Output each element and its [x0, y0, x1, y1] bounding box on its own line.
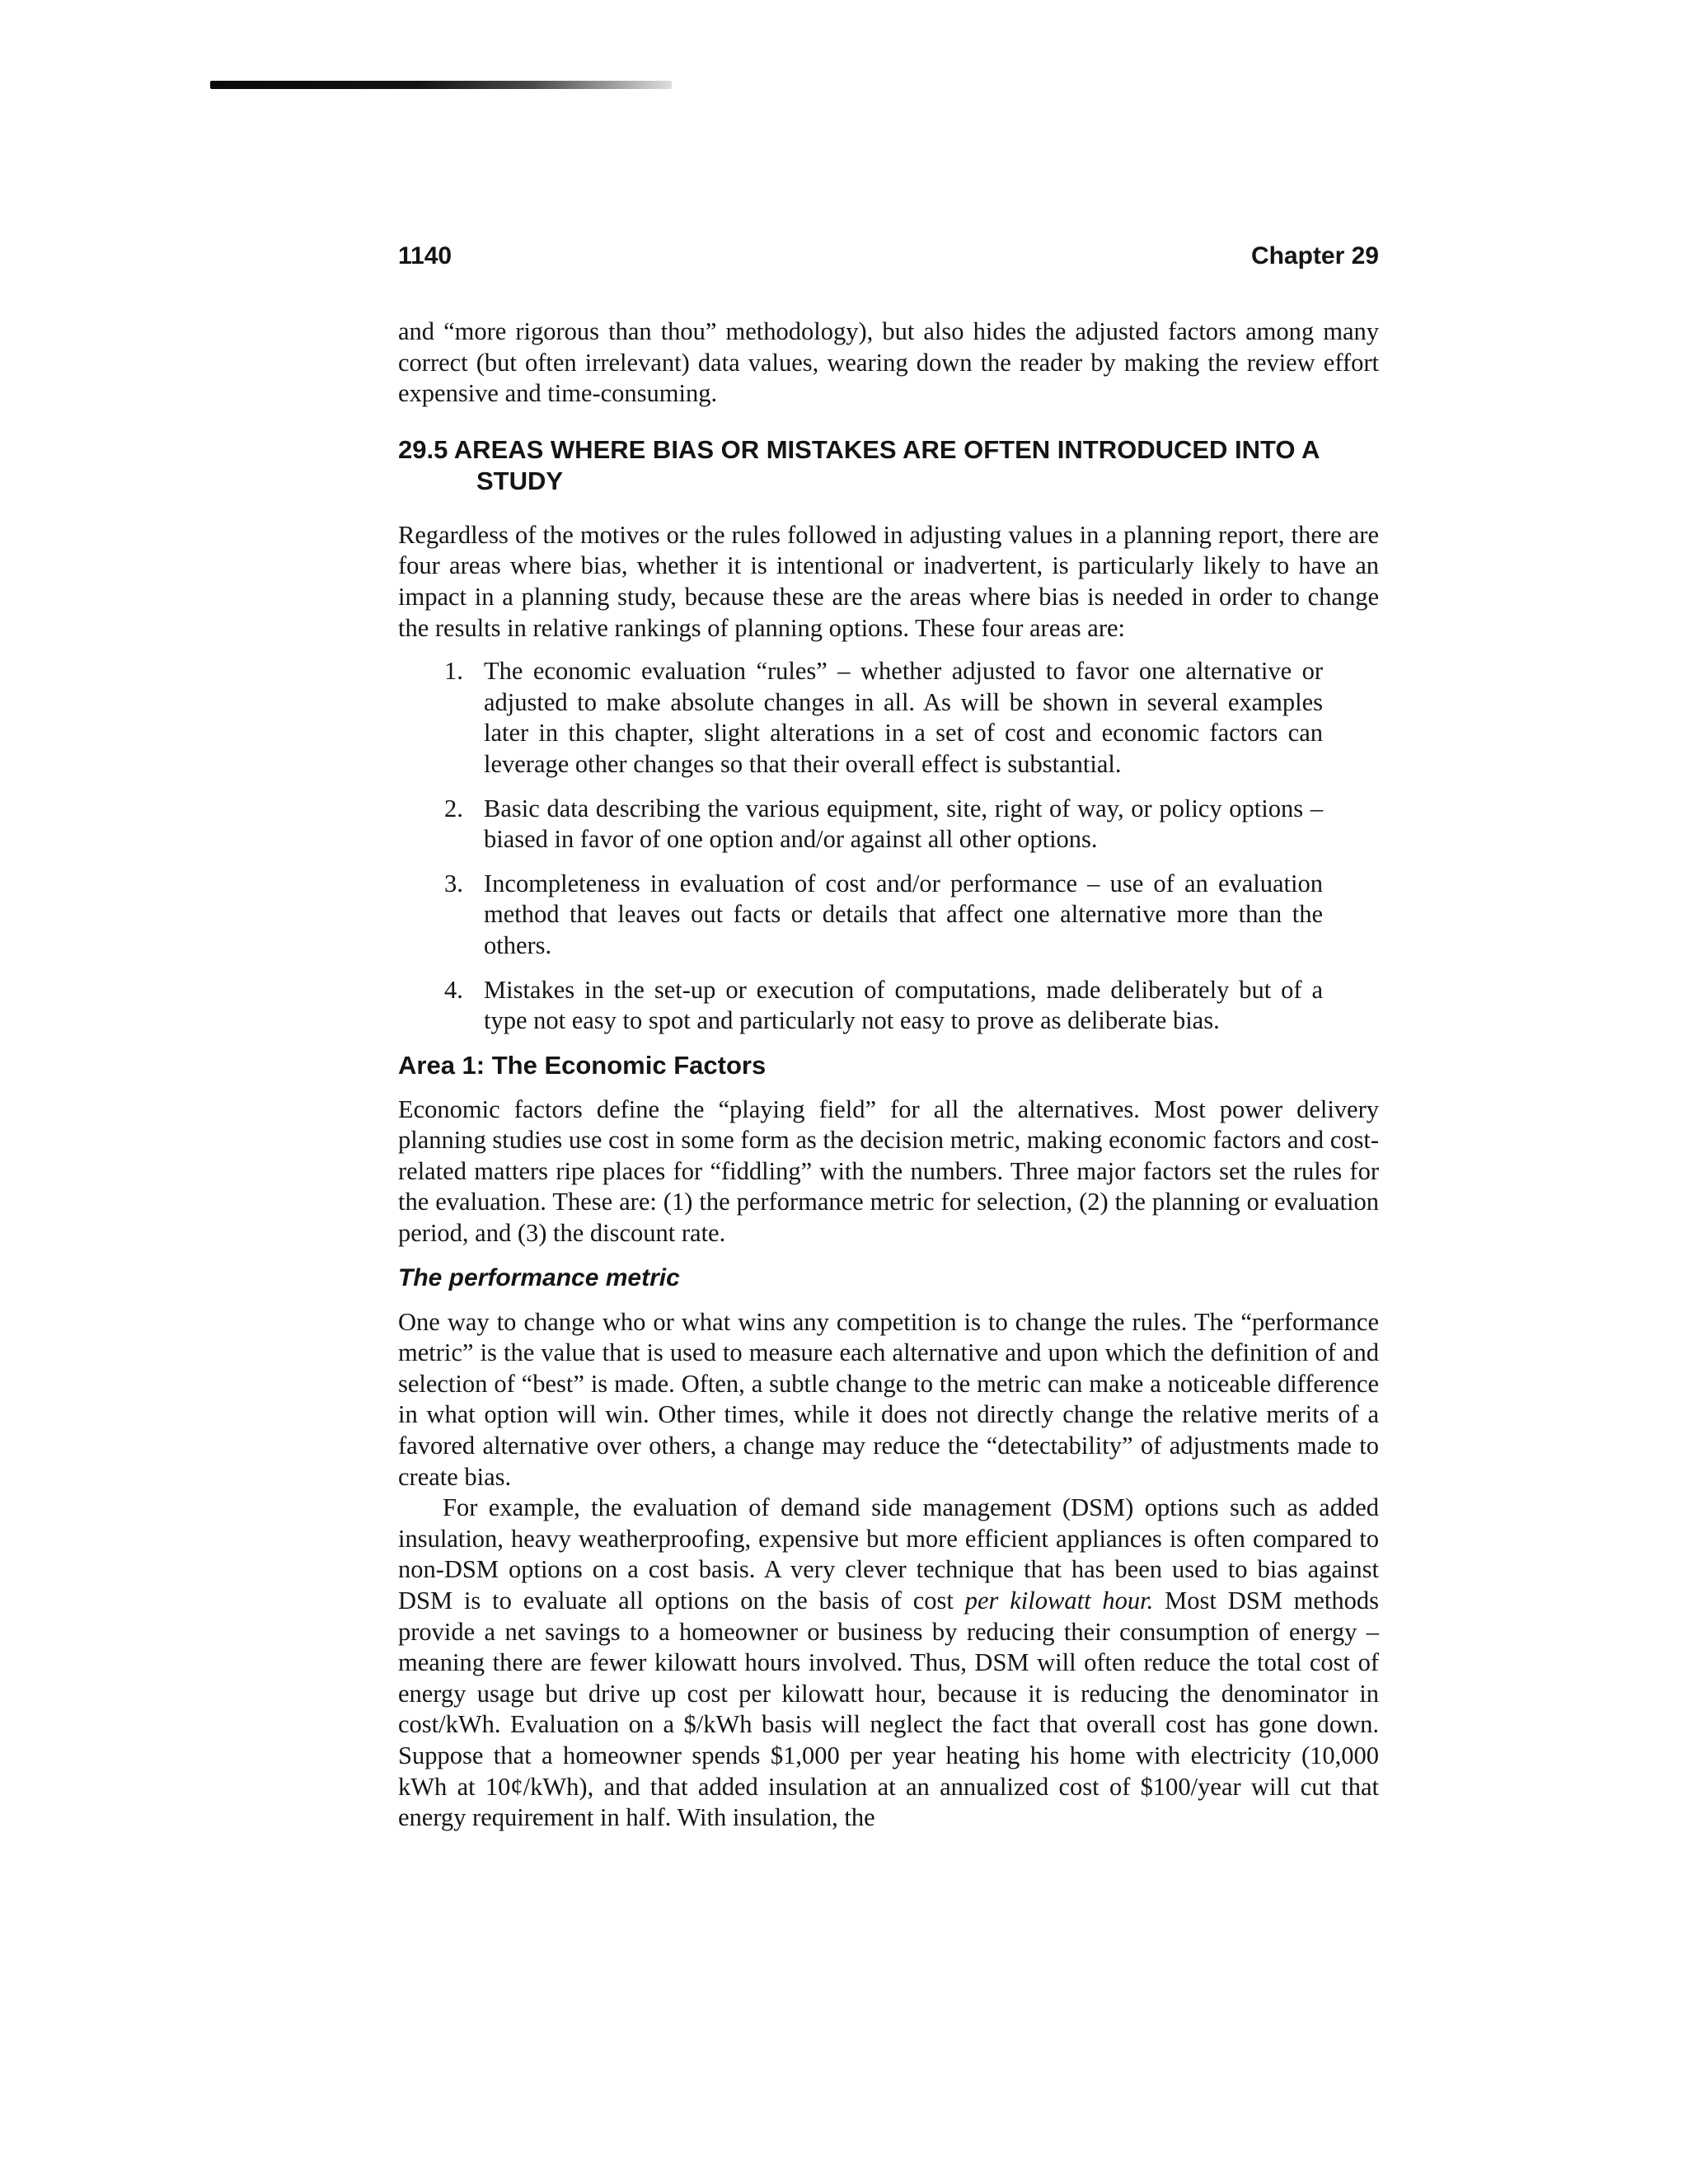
list-item-text: Basic data describing the various equipment, site, right of way, or policy options – biased in favor of one option and/or against all other options.	[484, 794, 1323, 854]
intro-paragraph: and “more rigorous than thou” methodology), but also hides the adjusted factors among many correct (but often irrelevant) data values, wearing down the reader by making the review effort expensive and time-consuming.	[398, 317, 1379, 408]
list-item-number: 1.	[444, 657, 463, 686]
performance-metric-paragraph-1: One way to change who or what wins any competition is to change the rules. The “performance metric” is the value that is used to measure each alternative and upon which the definition of and selection of “best” is made. Often, a subtle change to the metric can make a noticeable difference in what option will win. Other times, while it does not directly change the relative merits of a favored alternative over others, a change may reduce the “detectability” of adjustments made to create bias.	[398, 1307, 1379, 1491]
list-item-number: 4.	[444, 975, 463, 1004]
performance-metric-paragraph-2	[398, 1493, 1379, 1834]
page-number: 1140	[398, 242, 452, 269]
area1-heading: Area 1: The Economic Factors	[398, 1050, 767, 1080]
list-item-text: Incompleteness in evaluation of cost and/or performance – use of an evaluation method that leaves out facts or details that affect one alternative more than the others.	[484, 869, 1323, 959]
list-item	[398, 794, 1323, 855]
list-item	[398, 656, 1323, 780]
list-item-text: Mistakes in the set-up or execution of computations, made deliberately but of a type not easy to spot and particularly not easy to prove as deliberate bias.	[484, 975, 1323, 1035]
bias-areas-list	[398, 656, 1379, 1037]
list-item-text: The economic evaluation “rules” – whether adjusted to favor one alternative or adjusted to make absolute changes in all. As will be shown in several examples later in this chapter, slight alterations in a set of cost and economic factors can leverage other changes so that their overall effect is substantial.	[484, 657, 1323, 778]
emphasis-per-kilowatt-hour: per kilowatt hour.	[964, 1586, 1154, 1615]
list-item-number: 3.	[444, 869, 463, 898]
area1-paragraph: Economic factors define the “playing field” for all the alternatives. Most power delivery planning studies use cost in some form as the decision metric, making economic factors and cost-related matters ripe places for “fiddling” with the numbers. Three major factors set the rules for the evaluation. These are: (1) the performance metric for selection, (2) the planning or evaluation period, and (3) the discount rate.	[398, 1094, 1379, 1248]
top-rule	[210, 81, 672, 89]
list-item-number: 2.	[444, 794, 463, 823]
section-heading: 29.5 AREAS WHERE BIAS OR MISTAKES ARE OFTEN INTRODUCED INTO A STUDY	[398, 434, 1320, 495]
paragraph-text-end: Most DSM methods provide a net savings to a homeowner or business by reducing their consumption of energy – meaning there are fewer kilowatt hours involved. Thus, DSM will often reduce the total cost of energy usage but drive up cost per kilowatt hour, because it is reducing the denominator in cost/kWh. Evaluation on a $/kWh basis will neglect the fact that overall cost has gone down. Suppose that a homeowner spends $1,000 per year heating his home with electricity (10,000 kWh at 10¢/kWh), and that added insulation at an annualized cost of $100/year will cut that energy requirement in half. With insulation, the	[398, 1586, 1380, 1832]
performance-metric-heading: The performance metric	[398, 1263, 680, 1291]
paragraph-text-start: For example, the evaluation of demand side management (DSM) options such as added insulation, heavy weatherproofing, expensive but more efficient appliances is often compared to non-DSM options on a cost basis. A very clever technique that has been used to bias against DSM is to evaluate all options on the basis of cost	[398, 1493, 1379, 1615]
chapter-label: Chapter 29	[1250, 242, 1379, 269]
page-content	[398, 241, 1379, 1834]
list-item	[398, 975, 1323, 1037]
list-item	[398, 869, 1323, 962]
section-paragraph: Regardless of the motives or the rules followed in adjusting values in a planning report, there are four areas where bias, whether it is intentional or inadvertent, is particularly likely to have an impact in a planning study, because these are the areas where bias is needed in order to change the results in relative rankings of planning options. These four areas are:	[398, 520, 1379, 642]
running-header	[398, 241, 1379, 272]
